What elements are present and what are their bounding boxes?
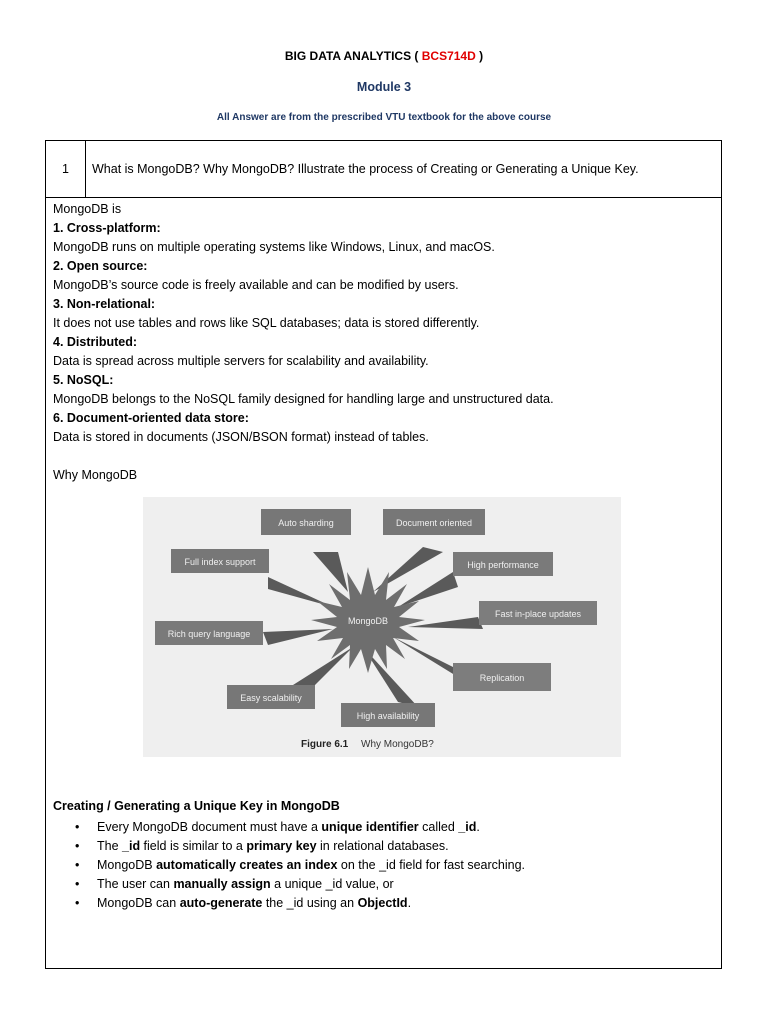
bullet-icon: • <box>75 839 80 853</box>
question-row <box>46 141 721 198</box>
list-item <box>53 856 713 875</box>
feature-heading: 1. Cross-platform: <box>53 221 161 235</box>
answer-intro: MongoDB is <box>53 202 122 216</box>
label-high-availability: High availability <box>356 711 420 721</box>
unique-key-list <box>53 818 713 913</box>
why-mongodb-figure <box>143 497 621 757</box>
item-bold: primary key <box>246 839 317 853</box>
why-mongodb-heading: Why MongoDB <box>53 468 138 482</box>
label-easy-scalability: Easy scalability <box>240 693 302 703</box>
source-note: All Answer are from the prescribed VTU textbook for the above course <box>216 112 552 123</box>
list-item <box>53 894 713 913</box>
item-text: the _id using an <box>262 896 358 910</box>
item-text: field is similar to a <box>140 839 247 853</box>
item-bold: unique identifier <box>321 820 419 834</box>
course-code: BCS714D <box>421 49 476 63</box>
item-text: . <box>476 820 480 834</box>
item-text: MongoDB <box>97 858 157 872</box>
feature-text: Data is stored in documents (JSON/BSON format) instead of tables. <box>53 430 429 444</box>
item-bold: automatically creates an index <box>156 858 338 872</box>
feature-text: MongoDB’s source code is freely available and can be modified by users. <box>53 278 459 292</box>
label-document-oriented: Document oriented <box>395 518 473 528</box>
feature-heading: 2. Open source: <box>53 259 148 273</box>
center-label: MongoDB <box>347 616 389 626</box>
item-text: in relational databases. <box>316 839 449 853</box>
document-title <box>0 49 768 63</box>
label-replication: Replication <box>479 673 525 683</box>
answer-body <box>53 200 713 485</box>
item-text: . <box>407 896 412 910</box>
question-number: 1 <box>46 141 86 197</box>
item-text: a unique _id value, or <box>270 877 394 891</box>
question-text: What is MongoDB? Why MongoDB? Illustrate the process of Creating or Generating a Unique Key. <box>92 162 639 176</box>
item-bold: ObjectId <box>357 896 408 910</box>
item-bold: _id <box>458 820 477 834</box>
figure-number: Figure 6.1 <box>301 739 349 750</box>
feature-text: It does not use tables and rows like SQL databases; data is stored differently. <box>53 316 480 330</box>
module-heading: Module 3 <box>356 80 412 94</box>
bullet-icon: • <box>75 858 80 872</box>
bullet-icon: • <box>75 877 80 891</box>
feature-heading: 5. NoSQL: <box>53 373 114 387</box>
list-item <box>53 837 713 856</box>
feature-heading: 3. Non-relational: <box>53 297 156 311</box>
feature-text: Data is spread across multiple servers for scalability and availability. <box>53 354 429 368</box>
item-text: The <box>97 839 123 853</box>
bullet-icon: • <box>75 820 80 834</box>
spacer <box>53 447 713 466</box>
title-suffix: ) <box>475 49 484 63</box>
list-item <box>53 818 713 837</box>
item-text: Every MongoDB document must have a <box>97 820 322 834</box>
item-bold: manually assign <box>173 877 271 891</box>
feature-heading: 6. Document-oriented data store: <box>53 411 249 425</box>
item-text: called <box>418 820 459 834</box>
question-table <box>45 140 722 969</box>
item-text: The user can <box>97 877 174 891</box>
label-rich-query-language: Rich query language <box>167 629 251 639</box>
item-bold: _id <box>122 839 141 853</box>
label-high-performance: High performance <box>467 560 539 570</box>
bullet-icon: • <box>75 896 80 910</box>
unique-key-heading: Creating / Generating a Unique Key in MongoDB <box>53 799 340 813</box>
feature-text: MongoDB runs on multiple operating systems like Windows, Linux, and macOS. <box>53 240 495 254</box>
item-bold: auto-generate <box>179 896 263 910</box>
feature-text: MongoDB belongs to the NoSQL family designed for handling large and unstructured data. <box>53 392 554 406</box>
feature-heading: 4. Distributed: <box>53 335 138 349</box>
label-full-index-support: Full index support <box>184 557 256 567</box>
title-prefix: BIG DATA ANALYTICS ( <box>284 49 422 63</box>
label-fast-in-place-updates: Fast in-place updates <box>494 609 582 619</box>
item-text: on the _id field for fast searching. <box>337 858 526 872</box>
item-text: MongoDB can <box>97 896 180 910</box>
figure-caption: Why MongoDB? <box>361 739 434 750</box>
why-mongodb-diagram <box>143 497 621 757</box>
list-item <box>53 875 713 894</box>
label-auto-sharding: Auto sharding <box>278 518 334 528</box>
